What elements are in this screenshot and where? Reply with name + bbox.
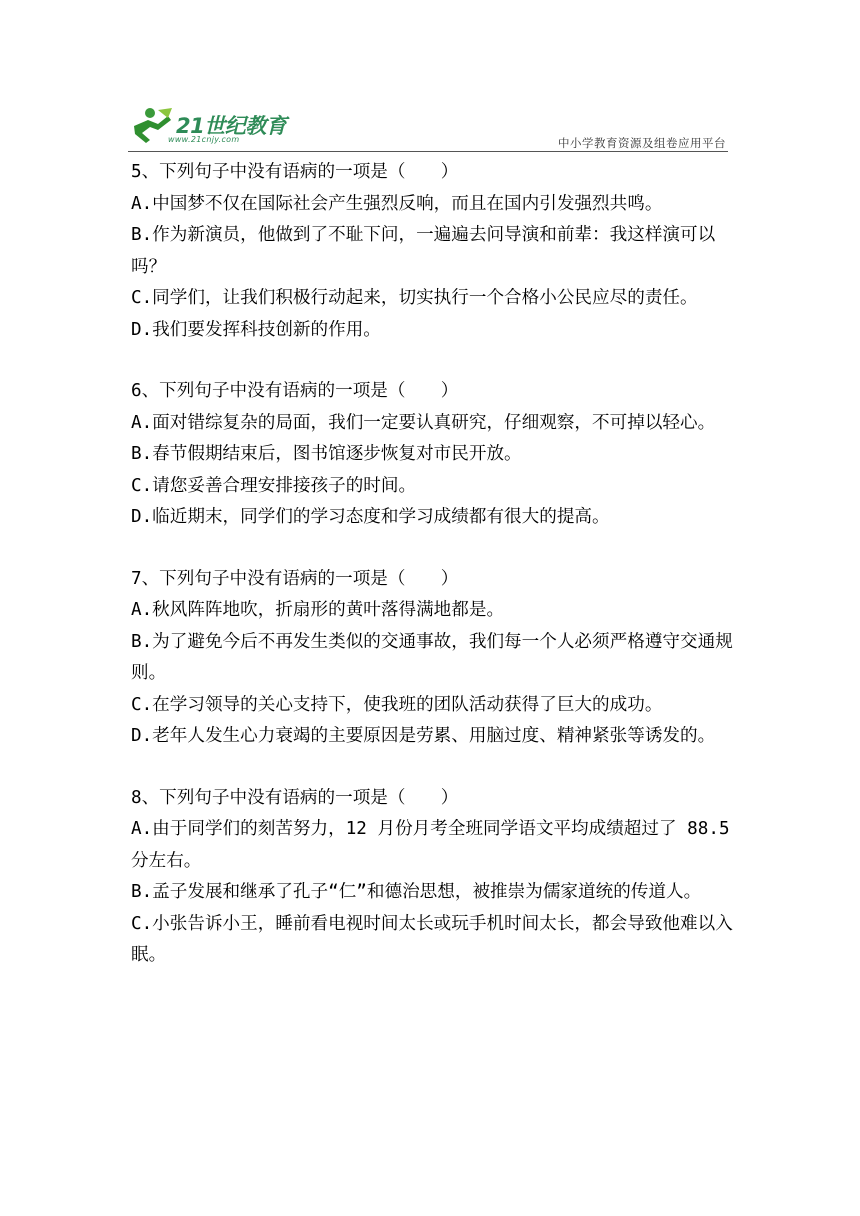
logo-text: 21世纪教育 (176, 114, 287, 138)
header-divider (128, 151, 728, 152)
option-c: C.同学们，让我们积极行动起来，切实执行一个合格小公民应尽的责任。 (131, 288, 698, 308)
question-list (131, 157, 736, 1002)
question-7 (131, 564, 736, 753)
option-d: D.老年人发生心力衰竭的主要原因是劳累、用脑过度、精神紧张等诱发的。 (131, 726, 716, 746)
option-a: A.面对错综复杂的局面，我们一定要认真研究，仔细观察，不可掉以轻心。 (131, 412, 716, 433)
option-c: C.请您妥善合理安排接孩子的时间。 (131, 475, 417, 496)
question-stem: 6、下列句子中没有语病的一项是（ ） (131, 381, 459, 401)
option-c: C.小张告诉小王，睡前看电视时间太长或玩手机时间太长，都会导致他难以入眠。 (131, 913, 733, 965)
option-a: A.秋风阵阵地吹，折扇形的黄叶落得满地都是。 (131, 600, 505, 620)
question-8 (131, 783, 736, 972)
question-5 (131, 157, 736, 346)
option-b: B.春节假期结束后，图书馆逐步恢复对市民开放。 (131, 444, 522, 464)
option-a: A.由于同学们的刻苦努力，12 月份月考全班同学语文平均成绩超过了 88.5 分左右。 (131, 819, 730, 871)
question-stem: 8、下列句子中没有语病的一项是（ ） (131, 787, 459, 808)
question-6 (131, 376, 736, 534)
option-b: B.作为新演员，他做到了不耻下问，一遍遍去问导演和前辈：我这样演可以吗？ (131, 225, 716, 277)
logo (128, 104, 298, 150)
option-b: B.为了避免今后不再发生类似的交通事故，我们每一个人必须严格遵守交通规则。 (131, 631, 733, 683)
platform-tagline: 中小学教育资源及组卷应用平台 (558, 136, 726, 150)
option-d: D.临近期末，同学们的学习态度和学习成绩都有很大的提高。 (131, 507, 610, 527)
question-stem: 5、下列句子中没有语病的一项是（ ） (131, 162, 459, 182)
page-header (128, 104, 728, 152)
logo-url: www.21cnjy.com (168, 135, 240, 144)
option-d: D.我们要发挥科技创新的作用。 (131, 319, 381, 340)
question-stem: 7、下列句子中没有语病的一项是（ ） (131, 568, 459, 589)
option-b: B.孟子发展和继承了孔子“仁”和德治思想，被推崇为儒家道统的传道人。 (131, 882, 702, 902)
option-a: A.中国梦不仅在国际社会产生强烈反响，而且在国内引发强烈共鸣。 (131, 193, 663, 214)
option-c: C.在学习领导的关心支持下，使我班的团队活动获得了巨大的成功。 (131, 694, 663, 715)
